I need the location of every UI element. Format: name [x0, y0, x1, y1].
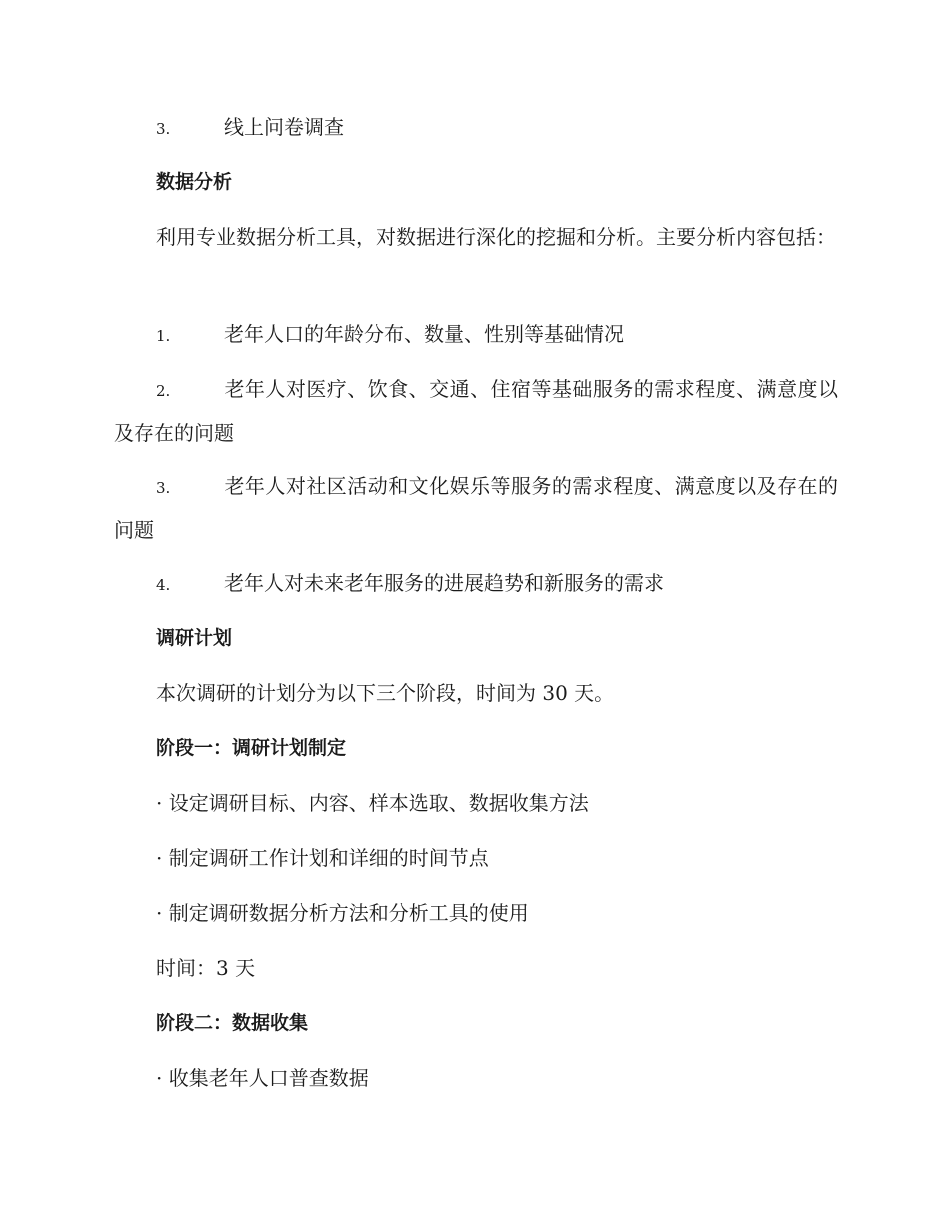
paragraph-analysis: 利用专业数据分析工具，对数据进行深化的挖掘和分析。主要分析内容包括： — [156, 225, 836, 249]
stage-one-time: 时间：3 天 — [156, 956, 256, 980]
list-number: 2. — [156, 382, 171, 400]
list-text: 线上问卷调查 — [224, 115, 344, 139]
list-text: 老年人对医疗、饮食、交通、住宿等基础服务的需求程度、满意度以及存在的问题 — [114, 377, 838, 445]
list-text: 老年人对未来老年服务的进展趋势和新服务的需求 — [224, 571, 664, 595]
heading-stage-one: 阶段一：调研计划制定 — [156, 737, 347, 759]
paragraph-plan: 本次调研的计划分为以下三个阶段，时间为 30 天。 — [156, 681, 615, 705]
analysis-item-2 — [114, 368, 838, 454]
list-number: 4. — [156, 576, 171, 594]
stage-one-bullet-1: · 设定调研目标、内容、样本选取、数据收集方法 — [156, 791, 589, 815]
stage-one-bullet-3: · 制定调研数据分析方法和分析工具的使用 — [156, 901, 529, 925]
method-item-3 — [156, 106, 880, 150]
heading-stage-two: 阶段二：数据收集 — [156, 1012, 309, 1034]
stage-one-bullet-2: · 制定调研工作计划和详细的时间节点 — [156, 846, 489, 870]
analysis-item-3 — [114, 465, 838, 551]
list-number: 1. — [156, 327, 171, 345]
heading-research-plan: 调研计划 — [156, 627, 233, 649]
list-number: 3. — [156, 479, 171, 497]
stage-two-bullet-1: · 收集老年人口普查数据 — [156, 1066, 369, 1090]
analysis-item-1 — [156, 313, 880, 357]
list-text: 老年人口的年龄分布、数量、性别等基础情况 — [224, 322, 624, 346]
analysis-item-4 — [156, 562, 880, 606]
list-text: 老年人对社区活动和文化娱乐等服务的需求程度、满意度以及存在的问题 — [114, 474, 838, 542]
list-number: 3. — [156, 120, 171, 138]
heading-data-analysis: 数据分析 — [156, 171, 233, 193]
